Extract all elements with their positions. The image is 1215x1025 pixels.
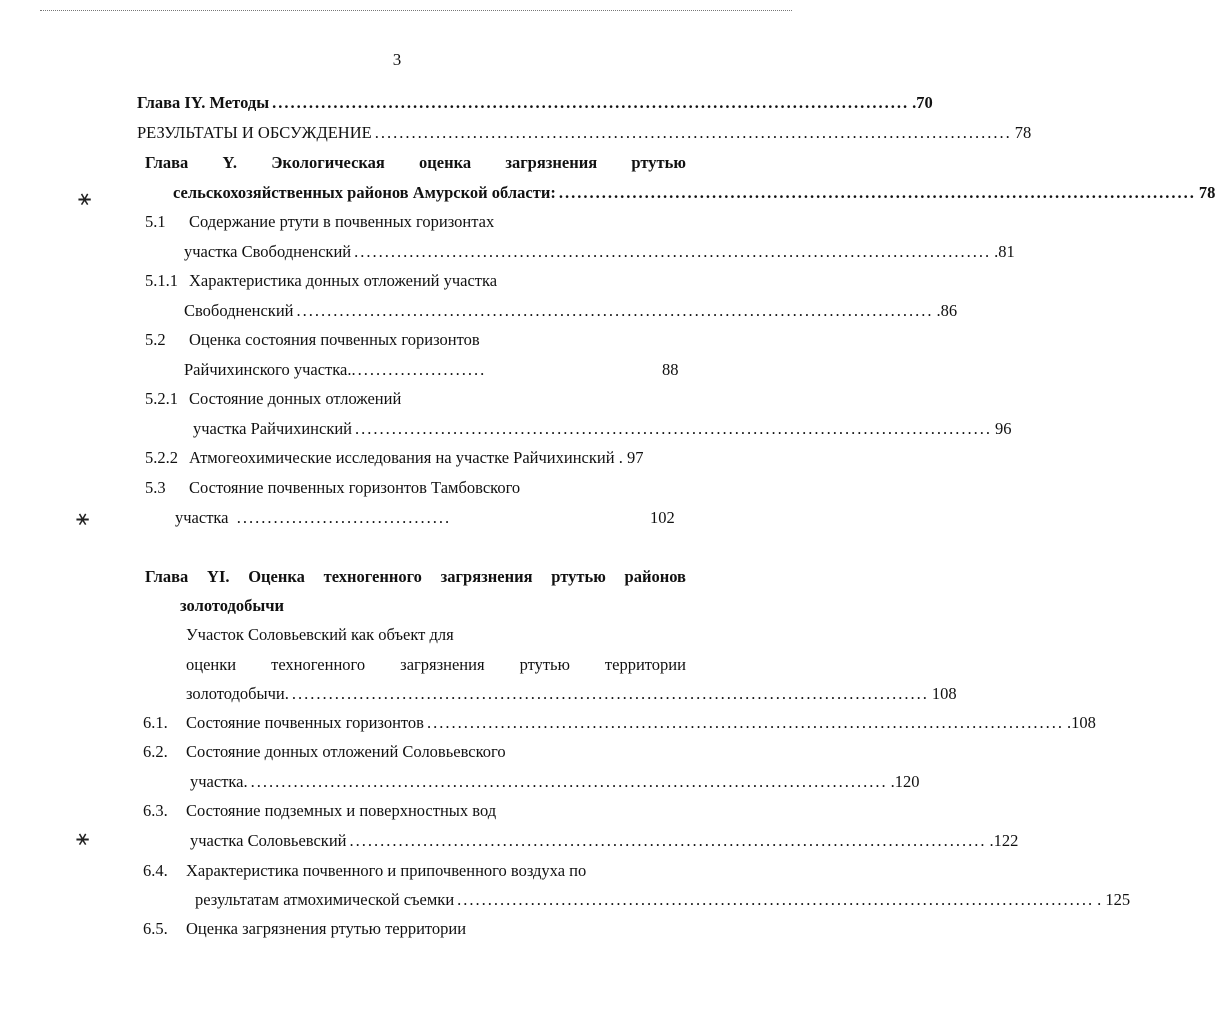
toc-entry-title: золотодобычи. [186,684,289,703]
toc-word: ртутью [551,567,606,586]
section-number: 6.5. [143,919,168,938]
toc-entry-soloviev-line3 [186,684,957,704]
toc-word: Оценка [248,567,305,586]
toc-entry-title: Состояние почвенных горизонтов [186,713,424,732]
section-number: 5.2.2 [145,448,178,467]
toc-entry-title: участка Соловьевский [190,831,347,850]
dot-leader: ........................................................................................................ [558,183,1196,202]
dot-leader: ........................................................................................................ [354,242,992,261]
toc-entry-chapter-6-line1 [145,567,686,587]
toc-word: Глава [145,153,189,172]
toc-entry-title: Состояние почвенных горизонтов Тамбовского [189,478,521,497]
section-number: 6.4. [143,861,168,880]
binding-hole-mark: ⚹ [76,506,90,531]
section-number: 5.3 [145,478,166,497]
toc-entry-chapter-5-line2 [173,183,1215,203]
section-number: 6.3. [143,801,168,820]
toc-entry-title: Свободненский [184,301,294,320]
toc-entry-5-3-line1 [145,478,520,498]
toc-entry-title: участка Райчихинский [193,419,352,438]
toc-entry-6-5 [143,919,466,939]
toc-entry-5-1-1-line2 [184,301,958,321]
toc-word: загрязнения [400,655,485,674]
toc-entry-chapter-4 [137,93,933,113]
toc-entry-5-1-line2 [184,242,1015,262]
toc-entry-title: участка [175,508,229,527]
dot-leader: ........................................................................................................ [349,831,987,850]
dot-leader: ........................................................................................................ [457,890,1095,909]
toc-word: Y. [222,153,238,172]
toc-entry-title: участка. [190,772,248,791]
toc-entry-5-2-1-line1 [145,389,401,409]
dot-leader: ........................................................................................................ [250,772,888,791]
toc-entry-title: Характеристика почвенного и припочвенного воздуха по [186,861,587,880]
dot-leader: ........................................................................................................ [426,713,1064,732]
toc-word: Глава [145,567,189,586]
dot-leader: ........................................................................................................ [374,123,1012,142]
toc-entry-soloviev-line2 [186,655,686,675]
toc-page-number: . 125 [1097,890,1131,909]
toc-entry-title: Характеристика донных отложений участка [189,271,498,290]
toc-entry-6-4-line1 [143,861,586,881]
dot-leader: ........................................................................................................ [272,93,910,112]
toc-entry-5-2-line2 [184,360,486,380]
toc-word: техногенного [323,567,422,586]
toc-entry-5-2-line1 [145,330,480,350]
toc-entry-5-3-line2 [175,508,451,528]
toc-word: ртутью [631,153,686,172]
section-number: 6.1. [143,713,168,732]
dot-leader: ........................................................................................................ [291,684,929,703]
section-number: 6.2. [143,742,168,761]
toc-entry-6-4-line2 [195,890,1131,910]
toc-page-number: .120 [890,772,920,791]
toc-entry-5-2-2 [145,448,643,468]
toc-page-number: .108 [1066,713,1096,732]
toc-entry-soloviev-line1: Участок Соловьевский как объект для [186,625,454,644]
dot-leader: ...................... [351,360,487,379]
toc-entry-title: Состояние донных отложений Соловьевского [186,742,506,761]
binding-hole-mark: ⚹ [78,186,92,211]
section-number: 5.2.1 [145,389,178,408]
toc-entry-title: Оценка состояния почвенных горизонтов [189,330,480,349]
toc-entry-5-2-1-line2 [193,419,1012,439]
toc-entry-chapter-6-line2: золотодобычи [180,596,285,615]
toc-entry-title: Состояние донных отложений [189,389,402,408]
toc-word: YI. [207,567,230,586]
toc-entry-6-3-line1 [143,801,496,821]
toc-page-number: 88 [662,360,679,379]
toc-entry-6-2-line1 [143,742,506,762]
toc-entry-6-1 [143,713,1096,733]
toc-page-number: 102 [650,508,675,527]
toc-entry-title: сельскохозяйственных районов Амурской области: [173,183,556,202]
toc-word: территории [604,655,686,674]
section-number: 5.1 [145,212,166,231]
toc-word: районов [624,567,686,586]
toc-entry-title: результатам атмохимической съемки [195,890,455,909]
toc-page-number: 78 [1014,123,1032,142]
toc-word: ртутью [519,655,570,674]
toc-page-number: 78 [1198,183,1215,202]
toc-word: техногенного [271,655,366,674]
toc-entry-results [137,123,1032,143]
toc-entry-6-3-line2 [190,831,1019,851]
toc-entry-title: Глава IY. Методы [137,93,270,112]
section-number: 5.2 [145,330,166,349]
toc-page-number: .122 [989,831,1019,850]
toc-entry-title: Райчихинского участка. [184,360,352,379]
toc-entry-5-1-1-line1 [145,271,497,291]
toc-page-number: . 97 [618,448,644,467]
section-number: 5.1.1 [145,271,178,290]
toc-entry-title: Состояние подземных и поверхностных вод [186,801,497,820]
toc-word: загрязнения [440,567,533,586]
toc-page-number: .81 [994,242,1015,261]
toc-entry-6-2-line2 [190,772,920,792]
toc-entry-title: Оценка загрязнения ртутью территории [186,919,467,938]
toc-word: оценки [186,655,237,674]
dot-leader: ................................... [236,508,452,527]
toc-page-number: .86 [936,301,958,320]
toc-entry-title: участка Свободненский [184,242,352,261]
scan-top-border [40,10,792,11]
toc-word: Экологическая [271,153,385,172]
toc-page-number: 108 [931,684,957,703]
toc-word: загрязнения [505,153,598,172]
toc-entry-chapter-5-line1 [145,153,686,173]
toc-entry-title: РЕЗУЛЬТАТЫ И ОБСУЖДЕНИЕ [137,123,372,142]
dot-leader: ........................................................................................................ [296,301,934,320]
toc-entry-title: Содержание ртути в почвенных горизонтах [189,212,495,231]
dot-leader: ........................................................................................................ [355,419,992,438]
binding-hole-mark: ⚹ [76,826,90,851]
toc-entry-title: Атмогеохимические исследования на участке Райчихинский [189,448,615,467]
page-number: 3 [392,50,402,69]
toc-word: оценка [419,153,472,172]
toc-entry-5-1-line1 [145,212,494,232]
toc-page-number: .70 [912,93,933,112]
toc-page-number: 96 [995,419,1012,438]
